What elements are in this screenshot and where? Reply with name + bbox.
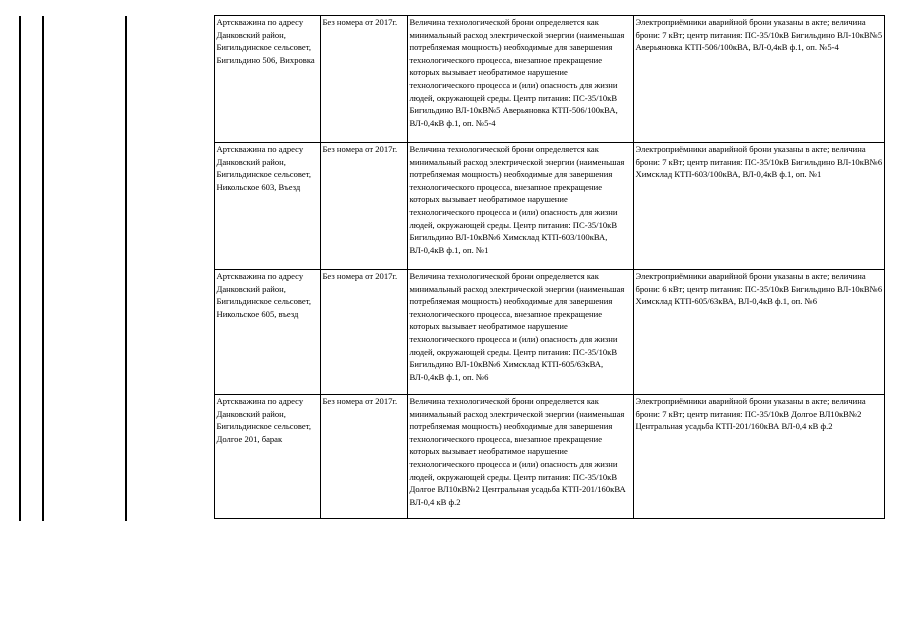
emergency-reserve-cell: Электроприёмники аварийной брони указаны в акте; величина брони: 7 кВт; центр питания: ПС-35/10кВ Долгое ВЛ10кВ№2 Центральная усадьба КТП-201/160кВА ВЛ-0,4 кВ ф.2: [634, 395, 885, 519]
table-row: [215, 395, 885, 519]
emergency-reserve-cell: Электроприёмники аварийной брони указаны в акте; величина брони: 7 кВт; центр питания: ПС-35/10кВ Бигильдино ВЛ-10кВ№6 Химсклад КТП-603/100кВА, ВЛ-0,4кВ ф.1, оп. №1: [634, 143, 885, 270]
emergency-reserve-cell: Электроприёмники аварийной брони указаны в акте; величина брони: 7 кВт; центр питания: ПС-35/10кВ Бигильдино ВЛ-10кВ№5 Аверьяновка КТП-506/100кВА, ВЛ-0,4кВ ф.1, оп. №5-4: [634, 16, 885, 143]
table-row: [215, 16, 885, 143]
left-table-rule-3: [125, 16, 127, 521]
left-table-rule-1: [19, 16, 21, 521]
act-number-cell: Без номера от 2017г.: [321, 395, 408, 519]
table-row: [215, 270, 885, 395]
reserve-table: [214, 15, 885, 519]
left-table-rule-2: [42, 16, 44, 521]
object-cell: Артскважина по адресу Данковский район, Бигильдинское сельсовет, Бигильдино 506, Вихровка: [215, 16, 321, 143]
act-number-cell: Без номера от 2017г.: [321, 270, 408, 395]
emergency-reserve-cell: Электроприёмники аварийной брони указаны в акте; величина брони: 6 кВт; центр питания: ПС-35/10кВ Бигильдино ВЛ-10кВ№6 Химсклад КТП-605/63кВА, ВЛ-0,4кВ ф.1, оп. №6: [634, 270, 885, 395]
table-row: [215, 143, 885, 270]
object-cell: Артскважина по адресу Данковский район, Бигильдинское сельсовет, Никольское 603, Въезд: [215, 143, 321, 270]
act-number-cell: Без номера от 2017г.: [321, 16, 408, 143]
act-number-cell: Без номера от 2017г.: [321, 143, 408, 270]
tech-reserve-cell: Величина технологической брони определяется как минимальный расход электрической энергии (наименьшая потребляемая мощность) необходимые для завершения технологического процесса, внезапное прекращение которых вызывает необратимое нарушение технологического процесса и (или) опасность для жизни людей, окружающей среды. Центр питания: ПС-35/10кВ Бигильдино ВЛ-10кВ№6 Химсклад КТП-603/100кВА, ВЛ-0,4кВ ф.1, оп. №1: [408, 143, 634, 270]
tech-reserve-cell: Величина технологической брони определяется как минимальный расход электрической энергии (наименьшая потребляемая мощность) необходимые для завершения технологического процесса, внезапное прекращение которых вызывает необратимое нарушение технологического процесса и (или) опасность для жизни людей, окружающей среды. Центр питания: ПС-35/10кВ Долгое ВЛ10кВ№2 Центральная усадьба КТП-201/160кВА ВЛ-0,4 кВ ф.2: [408, 395, 634, 519]
object-cell: Артскважина по адресу Данковский район, Бигильдинское сельсовет, Никольское 605, въезд: [215, 270, 321, 395]
object-cell: Артскважина по адресу Данковский район, Бигильдинское сельсовет, Долгое 201, барак: [215, 395, 321, 519]
tech-reserve-cell: Величина технологической брони определяется как минимальный расход электрической энергии (наименьшая потребляемая мощность) необходимые для завершения технологического процесса, внезапное прекращение которых вызывает необратимое нарушение технологического процесса и (или) опасность для жизни людей, окружающей среды. Центр питания: ПС-35/10кВ Бигильдино ВЛ-10кВ№5 Аверьяновка КТП-506/100кВА, ВЛ-0,4кВ ф.1, оп. №5-4: [408, 16, 634, 143]
tech-reserve-cell: Величина технологической брони определяется как минимальный расход электрической энергии (наименьшая потребляемая мощность) необходимые для завершения технологического процесса, внезапное прекращение которых вызывает необратимое нарушение технологического процесса и (или) опасность для жизни людей, окружающей среды. Центр питания: ПС-35/10кВ Бигильдино ВЛ-10кВ№6 Химсклад КТП-605/63кВА, ВЛ-0,4кВ ф.1, оп. №6: [408, 270, 634, 395]
